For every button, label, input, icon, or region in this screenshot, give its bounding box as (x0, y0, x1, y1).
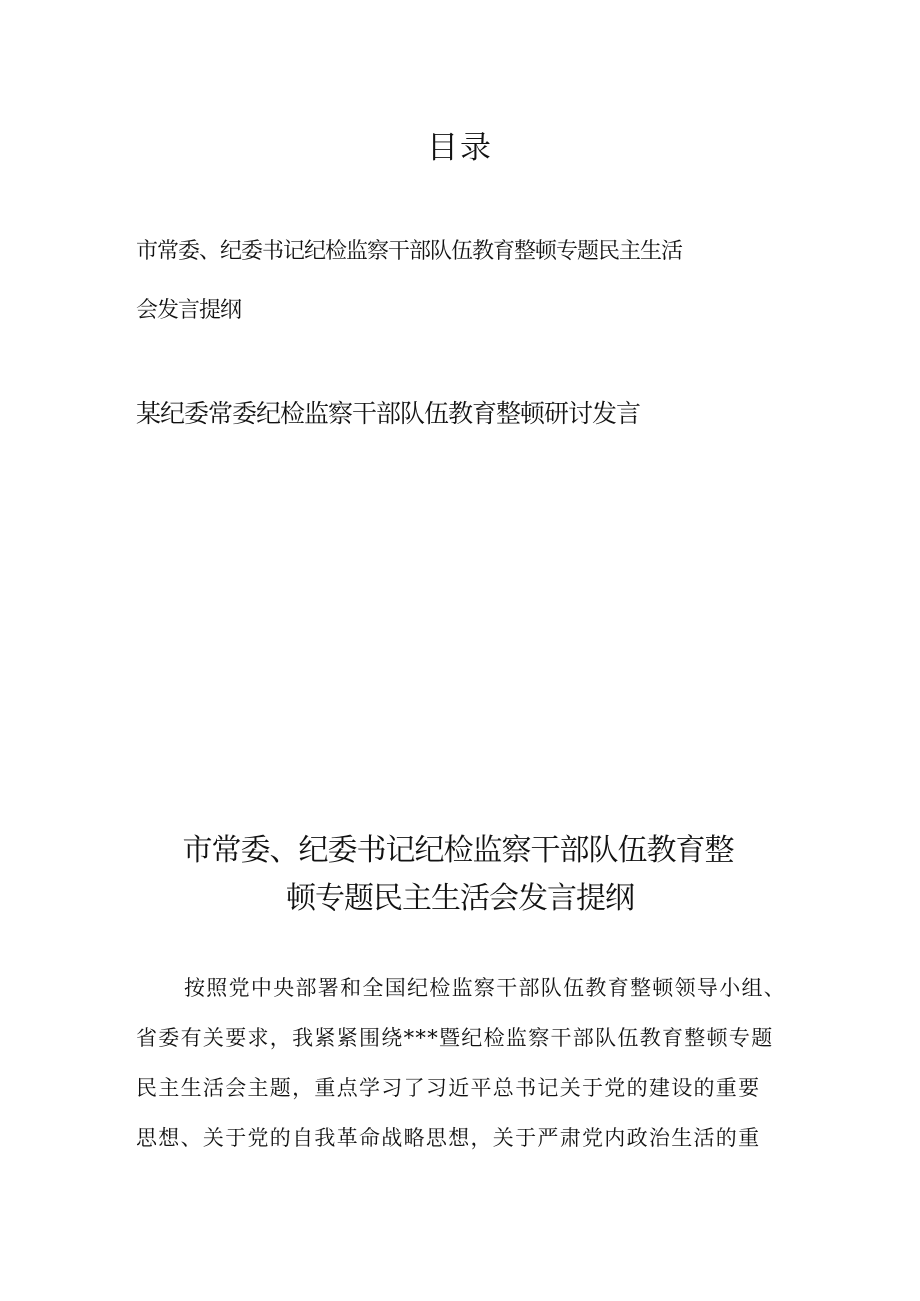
article-title-line-2: 顿专题民主生活会发言提纲 (286, 881, 634, 916)
body-paragraph-line-2: 省委有关要求，我紧紧围绕***暨纪检监察干部队伍教育整顿专题 (136, 1026, 774, 1050)
body-paragraph-line-4: 思想、关于党的自我革命战略思想，关于严肃党内政治生活的重 (136, 1126, 761, 1150)
toc-title: 目录 (427, 130, 493, 166)
toc-entry-1-line-2[interactable]: 会发言提纲 (136, 298, 242, 323)
body-paragraph-line-1: 按照党中央部署和全国纪检监察干部队伍教育整顿领导小组、 (184, 976, 787, 1000)
article-title-line-1: 市常委、纪委书记纪检监察干部队伍教育整 (182, 833, 734, 868)
toc-entry-1-line-1[interactable]: 市常委、纪委书记纪检监察干部队伍教育整顿专题民主生活 (136, 239, 683, 264)
body-paragraph-line-3: 民主生活会主题，重点学习了习近平总书记关于党的建设的重要 (136, 1076, 761, 1100)
toc-entry-2[interactable]: 某纪委常委纪检监察干部队伍教育整顿研讨发言 (136, 399, 641, 428)
